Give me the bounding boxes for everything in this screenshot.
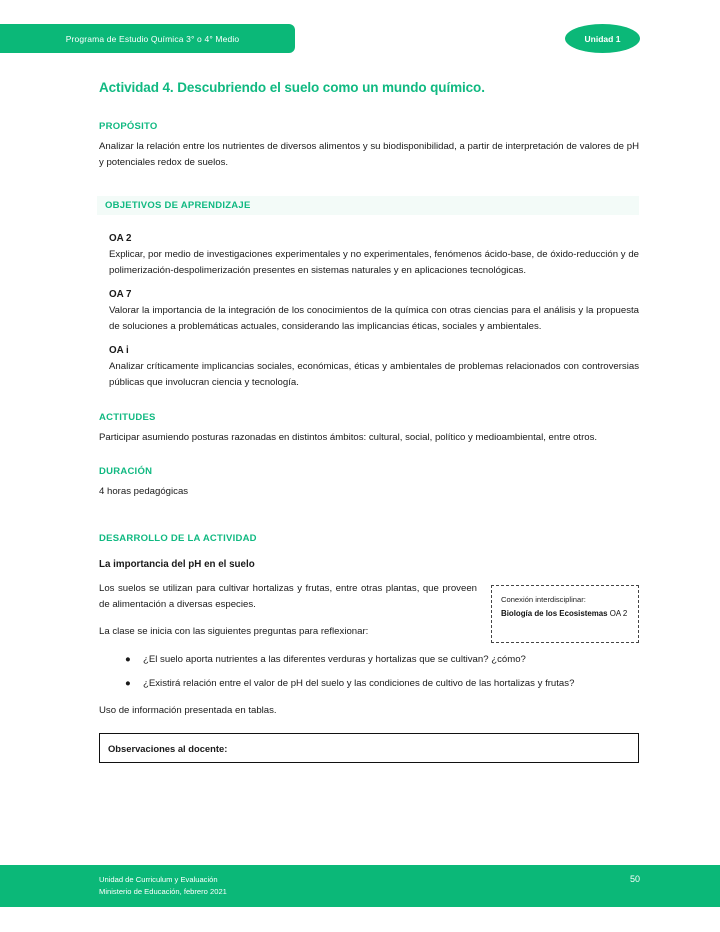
observaciones-label: Observaciones al docente: — [108, 742, 228, 754]
section-heading-objetivos: OBJETIVOS DE APRENDIZAJE — [97, 196, 639, 215]
question-text: ¿Existirá relación entre el valor de pH del suelo y las condiciones de cultivo de las hortalizas y frutas? — [143, 678, 575, 690]
oa-code: OA 7 — [109, 289, 132, 301]
section-heading-proposito: PROPÓSITO — [99, 121, 158, 132]
section-heading-duracion: DURACIÓN — [99, 465, 153, 477]
desarrollo-subheading: La importancia del pH en el suelo — [99, 559, 255, 571]
conexion-interdisciplinar-box — [491, 585, 639, 643]
bullet-icon: ● — [125, 653, 131, 665]
observaciones-box — [99, 733, 639, 763]
oa-description: Analizar críticamente implicancias sociales, económicas, éticas y ambientales de problemas relacionados con controversias públicas que involucran ciencia y tecnología. — [109, 361, 639, 388]
unit-badge — [565, 24, 640, 53]
page-header — [0, 24, 720, 58]
desarrollo-paragraph-2: La clase se inicia con las siguientes preguntas para reflexionar: — [99, 626, 369, 638]
page-number: 50 — [629, 874, 640, 884]
footer-credits — [99, 874, 227, 898]
footer-line-2: Ministerio de Educación, febrero 2021 — [99, 886, 227, 896]
oa-item — [99, 233, 639, 278]
conexion-subject: Biología de los Ecosistemas — [501, 608, 608, 618]
conexion-oa: OA 2 — [609, 608, 628, 618]
bullet-icon: ● — [125, 678, 131, 690]
document-content — [99, 80, 639, 763]
proposito-text: Analizar la relación entre los nutrientes de diversos alimentos y su biodisponibilidad, a partir de interpretación de valores de pH y potenciales redox de suelos. — [99, 141, 639, 168]
activity-title: Actividad 4. Descubriendo el suelo como un mundo químico. — [99, 80, 485, 95]
oa-item — [99, 345, 639, 390]
section-heading-actitudes: ACTITUDES — [99, 412, 156, 424]
unit-badge-label: Unidad 1 — [584, 33, 621, 44]
conexion-subject-line — [501, 608, 629, 619]
program-banner-label: Programa de Estudio Química 3° o 4° Medio — [65, 33, 240, 44]
page-footer — [0, 865, 720, 907]
oa-code: OA 2 — [109, 233, 132, 245]
reflection-question-list — [99, 652, 639, 692]
actitudes-text: Participar asumiendo posturas razonadas en distintos ámbitos: cultural, social, político y medioambiental, entre otros. — [99, 432, 598, 444]
oa-item — [99, 289, 639, 334]
oa-description: Valorar la importancia de la integración de los conocimientos de la química con otras ciencias para el análisis y la propuesta de soluciones a problemáticas actuales, considerando las implicancias éticas, sociales y ambientales. — [109, 305, 639, 332]
list-item — [125, 652, 639, 668]
duracion-text: 4 horas pedagógicas — [99, 485, 189, 497]
question-text: ¿El suelo aporta nutrientes a las diferentes verduras y hortalizas que se cultivan? ¿cómo? — [143, 653, 526, 665]
desarrollo-paragraph-3: Uso de información presentada en tablas. — [99, 704, 277, 716]
footer-line-1: Unidad de Curriculum y Evaluación — [99, 875, 218, 884]
oa-code: OA i — [109, 345, 129, 357]
section-heading-desarrollo: DESARROLLO DE LA ACTIVIDAD — [99, 533, 257, 545]
list-item — [125, 676, 639, 692]
desarrollo-paragraph-1: Los suelos se utilizan para cultivar hortalizas y frutas, entre otras plantas, que proveen de alimentación a diversas especies. — [99, 583, 477, 610]
program-banner — [0, 24, 295, 53]
conexion-label: Conexión interdisciplinar: — [501, 595, 586, 605]
oa-description: Explicar, por medio de investigaciones experimentales y no experimentales, fenómenos ácido-base, de óxido-reducción y de polimerización-despolimerización presentes en sistemas naturales y en aplicaciones tecnológicas. — [109, 249, 639, 276]
